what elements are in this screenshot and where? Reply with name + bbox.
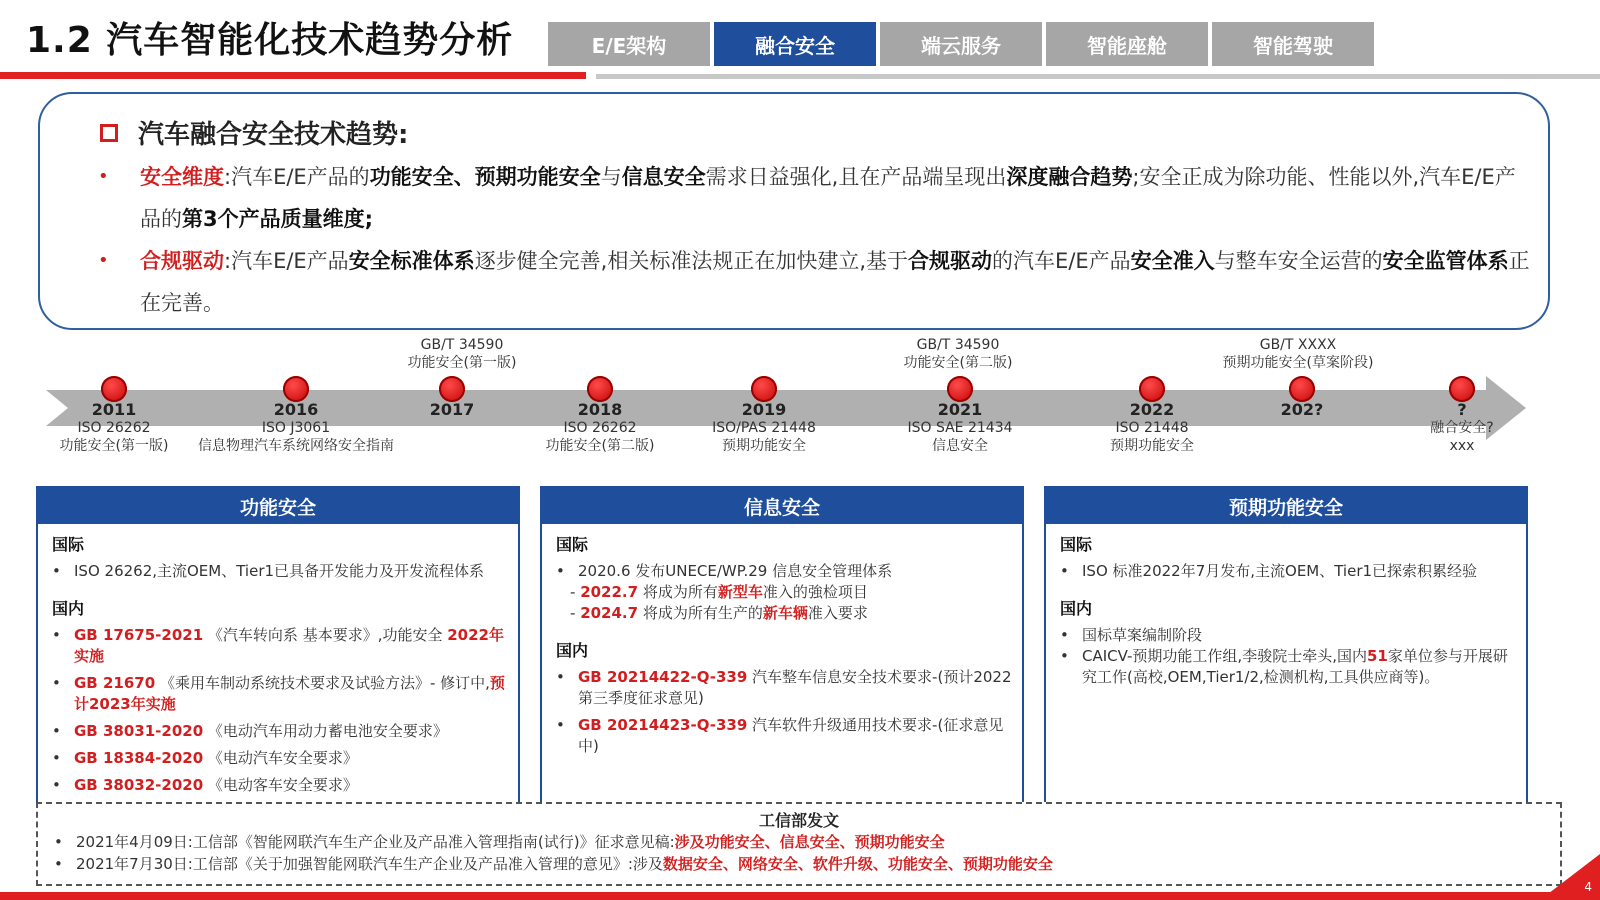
list-item: • GB 38032-2020 《电动客车安全要求》 <box>38 775 518 796</box>
milestone-2017: 2017 <box>352 376 552 419</box>
list-item: • 2020.6 发布UNECE/WP.29 信息安全管理体系 <box>542 561 1022 582</box>
milestone-2019: 2019 ISO/PAS 21448 预期功能安全 <box>664 376 864 455</box>
section-international: 国际 <box>556 535 589 554</box>
list-item: • GB 18384-2020 《电动汽车安全要求》 <box>38 748 518 769</box>
card-information-security <box>540 486 1024 808</box>
section-domestic: 国内 <box>1060 599 1093 618</box>
intro-point-safety: • 安全维度:汽车E/E产品的功能安全、预期功能安全与信息安全需求日益强化,且在产品端呈现出深度融合趋势;安全正成为除功能、性能以外,汽车E/E产品的第3个产品质量维度; <box>140 156 1530 240</box>
page-title: 1.2 汽车智能化技术趋势分析 <box>26 20 514 61</box>
bullet-icon: • <box>98 166 109 187</box>
standards-timeline <box>0 336 1600 476</box>
page-number: 4 <box>1584 880 1592 894</box>
list-item: - 2022.7 将成为所有新型车准入的強检项目 <box>570 583 868 601</box>
footer-bar <box>0 892 1600 900</box>
milestone-202x: 202? <box>1202 376 1402 419</box>
above-label-gbt34590-v2: GB/T 34590 功能安全(第二版) <box>903 337 1013 371</box>
milestone-dot <box>101 376 127 402</box>
intro-point-compliance: • 合规驱动:汽车E/E产品安全标准体系逐步健全完善,相关标准法规正在加快建立,基于合规驱动的汽车E/E产品安全准入与整车安全运营的安全监管体系正在完善。 <box>140 240 1530 324</box>
tab-cloud-services[interactable]: 端云服务 <box>880 22 1042 66</box>
card-sotif <box>1044 486 1528 808</box>
section-international: 国际 <box>1060 535 1093 554</box>
list-item: • 国标草案编制阶段 <box>1046 625 1526 646</box>
milestone-dot <box>947 376 973 402</box>
milestone-dot <box>439 376 465 402</box>
notice-item: • 2021年7月30日:工信部《关于加强智能网联汽车生产企业及产品准入管理的意见》:涉及数据安全、网络安全、软件升级、功能安全、预期功能安全 <box>38 853 1560 875</box>
milestone-2011: 2011 ISO 26262 功能安全(第一版) <box>14 376 214 455</box>
milestone-dot <box>283 376 309 402</box>
list-item: • ISO 标准2022年7月发布,主流OEM、Tier1已探索积累经验 <box>1046 561 1526 582</box>
section-domestic: 国内 <box>556 641 589 660</box>
card-title: 功能安全 <box>38 488 518 524</box>
notice-title: 工信部发文 <box>758 811 839 830</box>
tab-ee-architecture[interactable]: E/E架构 <box>548 22 710 66</box>
list-item: • GB 38031-2020 《电动汽车用动力蓄电池安全要求》 <box>38 721 518 742</box>
miit-notice-box <box>36 802 1562 886</box>
list-item: • GB 17675-2021 《汽车转向系 基本要求》,功能安全 2022年实施 <box>38 625 518 667</box>
tab-converged-safety[interactable]: 融合安全 <box>714 22 876 66</box>
list-item: • GB 20214423-Q-339 汽车软件升级通用技术要求-(征求意见中) <box>542 715 1022 757</box>
above-label-gbt34590-v1: GB/T 34590 功能安全(第一版) <box>407 337 517 371</box>
title-underline-gray <box>596 74 1600 79</box>
milestone-dot <box>1139 376 1165 402</box>
milestone-future: ? 融合安全? xxx <box>1362 376 1562 455</box>
notice-item: • 2021年4月09日:工信部《智能网联汽车生产企业及产品准入管理指南(试行)》征求意见稿:涉及功能安全、信息安全、预期功能安全 <box>38 831 1560 853</box>
list-item: • ISO 26262,主流OEM、Tier1已具备开发能力及开发流程体系 <box>38 561 518 582</box>
intro-heading: 汽车融合安全技术趋势: <box>100 114 408 151</box>
section-tabs <box>548 22 1374 66</box>
section-international: 国际 <box>52 535 85 554</box>
milestone-dot <box>751 376 777 402</box>
milestone-2021: 2021 ISO SAE 21434 信息安全 <box>860 376 1060 455</box>
card-title: 信息安全 <box>542 488 1022 524</box>
card-title: 预期功能安全 <box>1046 488 1526 524</box>
milestone-dot <box>1449 376 1475 402</box>
card-functional-safety <box>36 486 520 808</box>
bullet-icon: • <box>98 250 109 271</box>
section-domestic: 国内 <box>52 599 85 618</box>
milestone-dot <box>1289 376 1315 402</box>
milestone-dot <box>587 376 613 402</box>
list-item: • GB 21670 《乘用车制动系统技术要求及试验方法》- 修订中,预计2023年实施 <box>38 673 518 715</box>
title-underline-red <box>0 72 586 79</box>
list-item: • CAICV-预期功能工作组,李骏院士牵头,国内51家单位参与开展研究工作(高校,OEM,Tier1/2,检测机构,工具供应商等)。 <box>1046 646 1526 688</box>
list-item: - 2024.7 将成为所有生产的新车辆准入要求 <box>570 604 868 622</box>
milestone-2016: 2016 ISO J3061 信息物理汽车系统网络安全指南 <box>196 376 396 455</box>
tab-smart-cockpit[interactable]: 智能座舱 <box>1046 22 1208 66</box>
intro-box <box>38 92 1550 330</box>
milestone-2018: 2018 ISO 26262 功能安全(第二版) <box>500 376 700 455</box>
square-bullet-icon <box>100 124 118 142</box>
list-item: • GB 20214422-Q-339 汽车整车信息安全技术要求-(预计2022第三季度征求意见) <box>542 667 1022 709</box>
above-label-gbt-xxxx: GB/T XXXX 预期功能安全(草案阶段) <box>1222 337 1374 371</box>
milestone-2022: 2022 ISO 21448 预期功能安全 <box>1052 376 1252 455</box>
tab-autonomous-driving[interactable]: 智能驾驶 <box>1212 22 1374 66</box>
